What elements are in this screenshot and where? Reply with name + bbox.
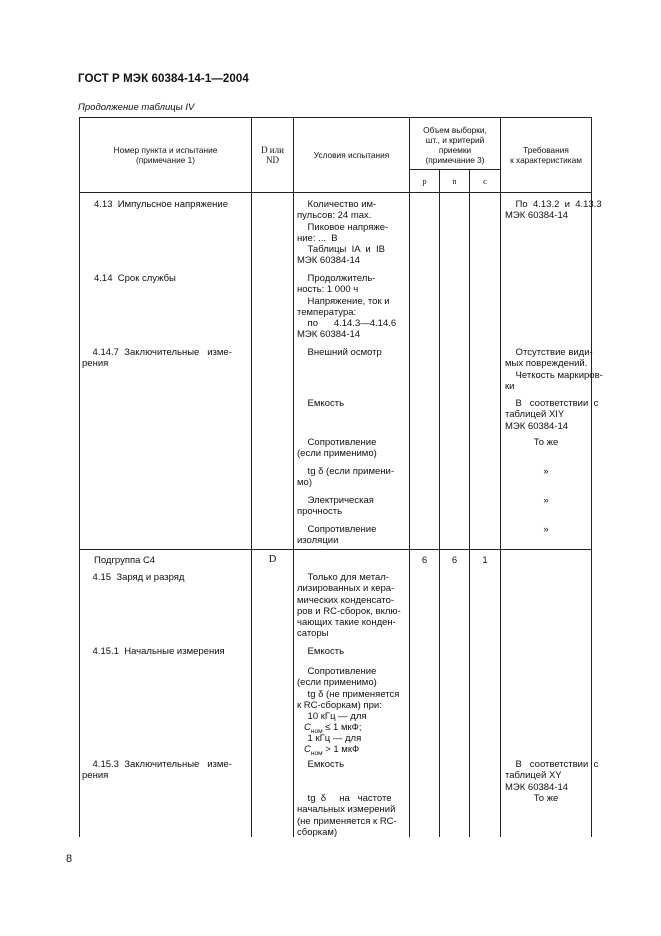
row-4-15-conditions: Только для метал- лизированных и кера- мических конденсато- ров и RC-сборок, вклю- чающих такие конден- саторы (297, 572, 401, 640)
header-d-nd: D или ND (261, 145, 284, 165)
row-4-14-7-strength-req: » (543, 495, 549, 506)
table-top-border (79, 117, 592, 118)
subgroup-c4-d: D (268, 554, 277, 565)
row-4-14-conditions: Продолжитель- ность: 1 000 ч Напряжение, ток и температурa: по 4.14.3—4.14.6 МЭК 60384-14 (297, 273, 397, 341)
row-4-14-test: 4.14 Срок службы (94, 273, 176, 284)
row-4-14-7-strength: Электрическая прочность (297, 495, 374, 518)
row-4-14-7-visual: Внешний осмотр (297, 347, 382, 358)
row-4-13-requirements: По 4.13.2 и 4.13.3 МЭК 60384-14 (505, 199, 602, 222)
col-divider-3 (409, 117, 410, 837)
row-4-15-1-cnom-gt: $С_{ном} > 1$ мкФ (304, 744, 360, 757)
header-p: p (422, 177, 427, 186)
row-4-14-7-test: 4.14.7 Заключительные изме- рения (82, 347, 232, 370)
col-divider-n-c (469, 169, 470, 837)
subgroup-c4-c: 1 (482, 555, 488, 566)
col-divider-1 (251, 117, 252, 837)
row-4-13-conditions: Количество им- пульсов: 24 max. Пиковое напряже- ние: ... В Таблицы IA и IB МЭК 60384-14 (297, 199, 389, 267)
row-4-14-7-insulation-req: » (543, 524, 549, 535)
row-4-15-1-resistance-tgd: Сопротивление (если применимо) tg δ (не применяется к RC-сборкам) при: 10 кГц — для (297, 666, 400, 723)
subgroup-c4-title: Подгруппа С4 (94, 555, 156, 566)
row-4-14-7-tgd-req: » (543, 466, 549, 477)
row-4-15-3-tgd: tg δ на частоте начальных измерений (не применяется к RC- сборкам) (297, 793, 397, 838)
row-4-15-1-1khz: 1 кГц — для (297, 733, 362, 744)
subgroup-divider (79, 549, 592, 550)
sample-subheader-border (409, 169, 500, 170)
subgroup-c4-n: 6 (451, 555, 458, 566)
header-requirements: Требования к характеристикам (510, 145, 582, 165)
row-4-14-7-tgd: tg δ (если примени- мо) (297, 466, 394, 489)
row-4-15-3-capacitance: Емкость (297, 759, 345, 770)
page-number: 8 (66, 853, 73, 865)
row-4-14-7-capacitance-req: В соответствии с таблицей XIY МЭК 60384-14 (505, 398, 599, 432)
row-4-13-test: 4.13 Импульсное напряжение (94, 199, 228, 210)
table-left-border (79, 117, 80, 837)
row-4-14-7-resistance: Сопротивление (если применимо) (297, 437, 377, 460)
row-4-14-7-capacitance: Емкость (297, 398, 345, 409)
row-4-15-3-same-req: То же (533, 793, 559, 804)
header-test-conditions: Условия испытания (313, 150, 390, 160)
table-right-border (591, 117, 592, 837)
table-continuation-caption: Продолжение таблицы IV (78, 102, 195, 113)
row-4-15-3-capacitance-req: В соответствии с таблицей XY МЭК 60384-14 (505, 759, 599, 793)
header-sample-size: Объем выборки, шт., и критерий приемки (примечание 3) (423, 125, 487, 165)
col-divider-2 (293, 117, 294, 837)
row-4-15-1-capacitance: Емкость (297, 646, 345, 657)
header-clause-test: Номер пункта и испытание (примечание 1) (113, 145, 218, 165)
row-4-15-test: 4.15 Заряд и разряд (82, 572, 185, 583)
document-title: ГОСТ Р МЭК 60384-14-1—2004 (78, 73, 249, 85)
row-4-14-7-insulation: Сопротивление изоляции (297, 524, 377, 547)
header-bottom-border (79, 192, 592, 193)
row-4-15-1-test: 4.15.1 Начальные измерения (82, 646, 225, 657)
row-4-15-3-test: 4.15.3 Заключительные изме- рения (82, 759, 232, 782)
col-divider-p-n (439, 169, 440, 837)
row-4-14-7-resistance-req: То же (533, 437, 559, 448)
row-4-15-1-cnom-le: $С_{ном} \le 1$ мкФ; (304, 722, 362, 735)
row-4-14-7-visual-req: Отсутствие види- мых повреждений. Четкость маркиров- ки (505, 347, 603, 392)
header-c: c (483, 177, 487, 186)
subgroup-c4-p: 6 (421, 555, 428, 566)
header-n: n (452, 177, 457, 186)
